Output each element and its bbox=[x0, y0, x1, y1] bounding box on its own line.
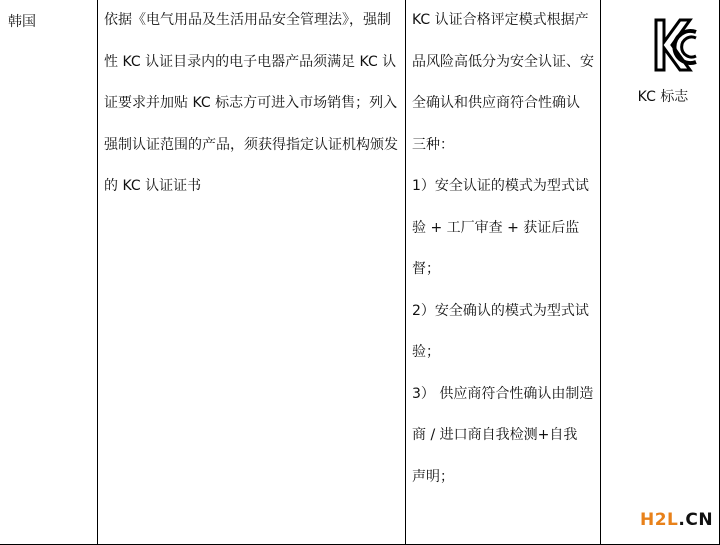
requirement-cell bbox=[104, 0, 404, 208]
mode-line: 验 + 工厂审查 + 获证后监 bbox=[412, 219, 580, 236]
mode-line: 1）安全认证的模式为型式试 bbox=[412, 178, 589, 194]
requirement-line: 的 KC 认证证书 bbox=[104, 178, 202, 194]
mark-cell bbox=[606, 0, 720, 120]
mode-line: 2）安全确认的模式为型式试 bbox=[412, 302, 589, 319]
mode-line: 全确认和供应商符合性确认 bbox=[412, 95, 580, 111]
site-watermark bbox=[640, 510, 713, 530]
mode-line: KC 认证合格评定模式根据产 bbox=[412, 12, 589, 28]
mode-line: 品风险高低分为安全认证、安 bbox=[412, 53, 594, 70]
mode-line: 商 / 进口商自我检测+自我 bbox=[412, 427, 578, 443]
watermark-part-a: H2L bbox=[640, 510, 679, 530]
mode-line: 验； bbox=[412, 344, 440, 360]
mode-line: 三种： bbox=[412, 136, 454, 153]
requirement-line: 强制认证范围的产品，须获得指定认证机构颁发 bbox=[104, 136, 398, 153]
requirement-line: 证要求并加贴 KC 标志方可进入市场销售；列入 bbox=[104, 95, 398, 111]
mode-line: 督； bbox=[412, 261, 440, 277]
country-cell: 韩国 bbox=[8, 14, 36, 30]
requirement-line: 性 KC 认证目录内的电子电器产品须满足 KC 认 bbox=[104, 53, 397, 70]
kc-mark-icon bbox=[652, 18, 698, 78]
column-divider bbox=[405, 0, 406, 545]
column-divider bbox=[97, 0, 98, 545]
conformity-modes-cell bbox=[412, 0, 602, 498]
kc-mark-caption: KC 标志 bbox=[637, 89, 689, 105]
mode-line: 声明； bbox=[412, 468, 454, 485]
mode-line: 3） 供应商符合性确认由制造 bbox=[412, 385, 594, 402]
watermark-part-b: .CN bbox=[678, 510, 714, 530]
requirement-line: 依据《电气用品及生活用品安全管理法》，强制 bbox=[104, 12, 391, 28]
